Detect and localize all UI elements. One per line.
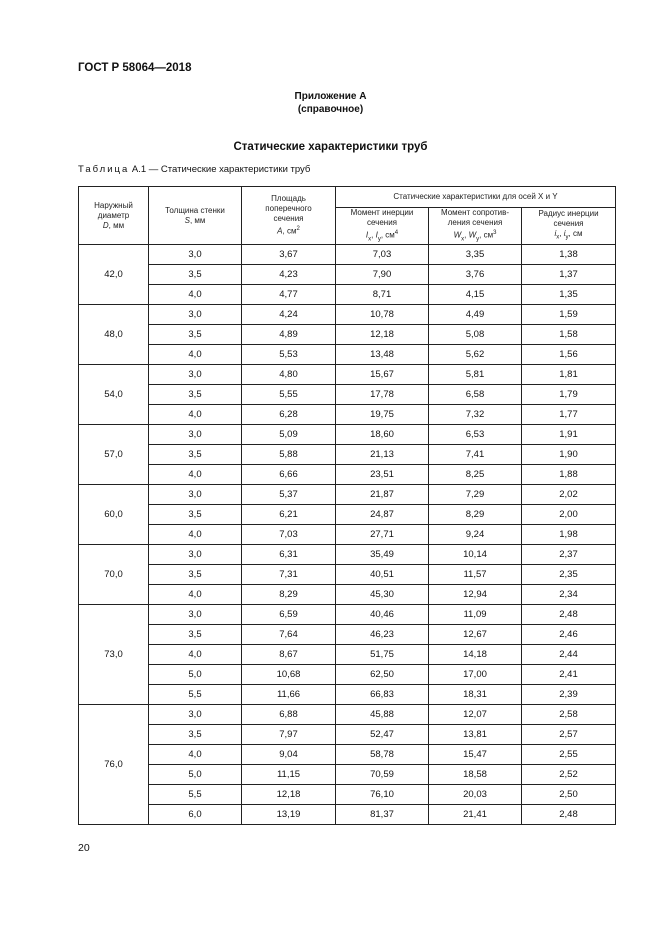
section-modulus-cell: 12,67 xyxy=(429,625,522,645)
section-modulus-cell: 3,76 xyxy=(429,265,522,285)
table-row xyxy=(79,265,616,285)
wall-thickness-cell: 5,5 xyxy=(149,785,242,805)
radius-of-gyration-cell: 1,77 xyxy=(522,405,616,425)
area-cell: 6,21 xyxy=(242,505,336,525)
appendix-title: Приложение А xyxy=(294,91,367,102)
radius-of-gyration-cell: 2,44 xyxy=(522,645,616,665)
section-modulus-cell: 21,41 xyxy=(429,805,522,825)
header-radius-of-gyration xyxy=(522,208,616,245)
moment-of-inertia-cell: 19,75 xyxy=(336,405,429,425)
section-modulus-cell: 13,81 xyxy=(429,725,522,745)
section-modulus-cell: 5,08 xyxy=(429,325,522,345)
table-row xyxy=(79,505,616,525)
wall-thickness-cell: 4,0 xyxy=(149,465,242,485)
header-wall-thickness-line1: Толщина стенки xyxy=(165,205,225,215)
unit-cm: , см xyxy=(380,230,395,240)
radius-of-gyration-cell: 1,98 xyxy=(522,525,616,545)
radius-of-gyration-cell: 2,50 xyxy=(522,785,616,805)
section-modulus-cell: 12,94 xyxy=(429,585,522,605)
outer-diameter-cell: 54,0 xyxy=(79,365,149,425)
area-cell: 7,31 xyxy=(242,565,336,585)
radius-of-gyration-cell: 1,37 xyxy=(522,265,616,285)
area-cell: 11,66 xyxy=(242,685,336,705)
wall-thickness-cell: 5,0 xyxy=(149,665,242,685)
area-cell: 4,89 xyxy=(242,325,336,345)
section-modulus-cell: 4,49 xyxy=(429,305,522,325)
area-cell: 11,15 xyxy=(242,765,336,785)
subscript-y: y xyxy=(565,234,569,241)
area-cell: 9,04 xyxy=(242,745,336,765)
radius-of-gyration-cell: 2,02 xyxy=(522,485,616,505)
table-row xyxy=(79,805,616,825)
moment-of-inertia-cell: 70,59 xyxy=(336,765,429,785)
header-static-characteristics-group: Статические характеристики для осей X и Y xyxy=(336,187,616,208)
subscript-x: x xyxy=(461,236,465,243)
table-row xyxy=(79,565,616,585)
header-section-modulus-line2: ления сечения xyxy=(447,218,503,227)
header-moment-inertia-unit xyxy=(336,228,428,244)
area-cell: 4,80 xyxy=(242,365,336,385)
section-modulus-cell: 14,18 xyxy=(429,645,522,665)
wall-thickness-cell: 4,0 xyxy=(149,345,242,365)
moment-of-inertia-cell: 12,18 xyxy=(336,325,429,345)
area-cell: 5,37 xyxy=(242,485,336,505)
moment-of-inertia-cell: 45,30 xyxy=(336,585,429,605)
radius-of-gyration-cell: 1,58 xyxy=(522,325,616,345)
header-radius-unit xyxy=(522,229,615,243)
symbol-i-y: i xyxy=(563,229,566,239)
unit-power: 3 xyxy=(493,230,497,236)
appendix-heading xyxy=(0,90,661,116)
wall-thickness-cell: 4,0 xyxy=(149,645,242,665)
subscript-x: x xyxy=(556,234,560,241)
radius-of-gyration-cell: 2,48 xyxy=(522,605,616,625)
wall-thickness-cell: 3,0 xyxy=(149,485,242,505)
wall-thickness-cell: 3,5 xyxy=(149,725,242,745)
header-radius-line1: Радиус инерции xyxy=(538,209,599,219)
header-cross-section-area xyxy=(242,187,336,245)
section-modulus-cell: 18,31 xyxy=(429,685,522,705)
outer-diameter-cell: 42,0 xyxy=(79,245,149,305)
area-cell: 7,64 xyxy=(242,625,336,645)
table-row xyxy=(79,325,616,345)
symbol-w-y: W xyxy=(468,230,477,240)
area-cell: 4,24 xyxy=(242,305,336,325)
unit-power: 2 xyxy=(296,226,300,233)
moment-of-inertia-cell: 45,88 xyxy=(336,705,429,725)
section-modulus-cell: 20,03 xyxy=(429,785,522,805)
table-row xyxy=(79,525,616,545)
wall-thickness-cell: 3,0 xyxy=(149,545,242,565)
unit-mm: , мм xyxy=(108,220,125,230)
table-body xyxy=(79,245,616,825)
wall-thickness-cell: 3,0 xyxy=(149,365,242,385)
radius-of-gyration-cell: 1,79 xyxy=(522,385,616,405)
table-row xyxy=(79,425,616,445)
area-cell: 6,31 xyxy=(242,545,336,565)
moment-of-inertia-cell: 58,78 xyxy=(336,745,429,765)
table-row xyxy=(79,545,616,565)
radius-of-gyration-cell: 1,91 xyxy=(522,425,616,445)
table-row xyxy=(79,705,616,725)
area-cell: 6,66 xyxy=(242,465,336,485)
moment-of-inertia-cell: 35,49 xyxy=(336,545,429,565)
area-cell: 6,59 xyxy=(242,605,336,625)
header-outer-diameter-line1: Наружный xyxy=(94,200,133,210)
header-moment-of-inertia xyxy=(336,208,429,245)
wall-thickness-cell: 4,0 xyxy=(149,585,242,605)
area-cell: 4,23 xyxy=(242,265,336,285)
symbol-i-x: I xyxy=(365,230,369,240)
header-radius-line2: сечения xyxy=(553,219,584,229)
wall-thickness-cell: 3,0 xyxy=(149,605,242,625)
moment-of-inertia-cell: 27,71 xyxy=(336,525,429,545)
section-modulus-cell: 5,62 xyxy=(429,345,522,365)
area-cell: 5,53 xyxy=(242,345,336,365)
characteristics-table xyxy=(78,186,616,825)
moment-of-inertia-cell: 66,83 xyxy=(336,685,429,705)
header-moment-inertia-line1: Момент инерции xyxy=(350,208,414,217)
table-row xyxy=(79,765,616,785)
radius-of-gyration-cell: 1,90 xyxy=(522,445,616,465)
unit-cm: , см xyxy=(282,226,297,236)
wall-thickness-cell: 4,0 xyxy=(149,285,242,305)
wall-thickness-cell: 3,5 xyxy=(149,385,242,405)
table-row xyxy=(79,745,616,765)
separator: , xyxy=(464,230,469,240)
header-area-line1: Площадь xyxy=(271,194,306,204)
area-cell: 7,97 xyxy=(242,725,336,745)
section-modulus-cell: 5,81 xyxy=(429,365,522,385)
moment-of-inertia-cell: 51,75 xyxy=(336,645,429,665)
table-row xyxy=(79,625,616,645)
area-cell: 12,18 xyxy=(242,785,336,805)
table-row xyxy=(79,685,616,705)
section-modulus-cell: 8,25 xyxy=(429,465,522,485)
header-area-line2: поперечного xyxy=(265,204,312,214)
wall-thickness-cell: 4,0 xyxy=(149,405,242,425)
radius-of-gyration-cell: 2,57 xyxy=(522,725,616,745)
moment-of-inertia-cell: 46,23 xyxy=(336,625,429,645)
unit-cm: , см xyxy=(568,229,583,239)
separator: , xyxy=(559,229,564,239)
radius-of-gyration-cell: 2,55 xyxy=(522,745,616,765)
unit-cm: , см xyxy=(479,230,494,240)
table-row xyxy=(79,285,616,305)
table-row xyxy=(79,445,616,465)
section-modulus-cell: 11,57 xyxy=(429,565,522,585)
moment-of-inertia-cell: 13,48 xyxy=(336,345,429,365)
section-modulus-cell: 8,29 xyxy=(429,505,522,525)
header-section-modulus-unit xyxy=(429,228,521,244)
header-wall-thickness xyxy=(149,187,242,245)
table-row xyxy=(79,585,616,605)
wall-thickness-cell: 3,0 xyxy=(149,425,242,445)
wall-thickness-cell: 3,5 xyxy=(149,625,242,645)
wall-thickness-cell: 3,0 xyxy=(149,705,242,725)
table-row xyxy=(79,485,616,505)
outer-diameter-cell: 60,0 xyxy=(79,485,149,545)
wall-thickness-cell: 3,0 xyxy=(149,305,242,325)
separator: , xyxy=(371,230,376,240)
table-header xyxy=(79,187,616,245)
radius-of-gyration-cell: 1,56 xyxy=(522,345,616,365)
moment-of-inertia-cell: 23,51 xyxy=(336,465,429,485)
area-cell: 5,88 xyxy=(242,445,336,465)
wall-thickness-cell: 3,5 xyxy=(149,445,242,465)
unit-mm: , мм xyxy=(189,215,206,225)
table-caption xyxy=(78,164,310,175)
wall-thickness-cell: 3,0 xyxy=(149,245,242,265)
header-section-modulus-line1: Момент сопротив- xyxy=(440,208,510,217)
section-modulus-cell: 9,24 xyxy=(429,525,522,545)
symbol-d: D xyxy=(102,220,109,230)
radius-of-gyration-cell: 2,41 xyxy=(522,665,616,685)
table-row xyxy=(79,245,616,265)
standard-designation: ГОСТ Р 58064—2018 xyxy=(78,62,192,74)
page-title: Статические характеристики труб xyxy=(233,141,428,153)
radius-of-gyration-cell: 2,58 xyxy=(522,705,616,725)
table-row xyxy=(79,605,616,625)
moment-of-inertia-cell: 17,78 xyxy=(336,385,429,405)
section-modulus-cell: 10,14 xyxy=(429,545,522,565)
area-cell: 4,77 xyxy=(242,285,336,305)
unit-power: 4 xyxy=(394,230,399,236)
section-modulus-cell: 3,35 xyxy=(429,245,522,265)
symbol-i-y: I xyxy=(375,230,378,240)
outer-diameter-cell: 70,0 xyxy=(79,545,149,605)
area-cell: 13,19 xyxy=(242,805,336,825)
header-area-unit xyxy=(242,224,335,237)
header-outer-diameter-unit xyxy=(79,221,148,231)
wall-thickness-cell: 4,0 xyxy=(149,525,242,545)
section-modulus-cell: 18,58 xyxy=(429,765,522,785)
header-section-modulus xyxy=(429,208,522,245)
table-row xyxy=(79,365,616,385)
radius-of-gyration-cell: 1,59 xyxy=(522,305,616,325)
moment-of-inertia-cell: 18,60 xyxy=(336,425,429,445)
table-row xyxy=(79,665,616,685)
appendix-note: (справочное) xyxy=(297,104,364,115)
moment-of-inertia-cell: 62,50 xyxy=(336,665,429,685)
table-row xyxy=(79,465,616,485)
wall-thickness-cell: 5,5 xyxy=(149,685,242,705)
table-row xyxy=(79,725,616,745)
table-caption-prefix: Таблица xyxy=(78,164,130,175)
area-cell: 7,03 xyxy=(242,525,336,545)
wall-thickness-cell: 3,5 xyxy=(149,265,242,285)
page-number: 20 xyxy=(78,842,90,854)
radius-of-gyration-cell: 2,37 xyxy=(522,545,616,565)
moment-of-inertia-cell: 10,78 xyxy=(336,305,429,325)
table-row xyxy=(79,305,616,325)
symbol-s: S xyxy=(184,215,190,225)
section-modulus-cell: 11,09 xyxy=(429,605,522,625)
table-row xyxy=(79,645,616,665)
outer-diameter-cell: 48,0 xyxy=(79,305,149,365)
header-moment-inertia-line2: сечения xyxy=(366,218,398,227)
table-row xyxy=(79,385,616,405)
table-row xyxy=(79,405,616,425)
wall-thickness-cell: 3,5 xyxy=(149,565,242,585)
moment-of-inertia-cell: 21,87 xyxy=(336,485,429,505)
radius-of-gyration-cell: 2,00 xyxy=(522,505,616,525)
moment-of-inertia-cell: 40,46 xyxy=(336,605,429,625)
table-caption-text: А.1 — Статические характеристики труб xyxy=(129,164,311,175)
area-cell: 8,67 xyxy=(242,645,336,665)
section-modulus-cell: 12,07 xyxy=(429,705,522,725)
section-modulus-cell: 7,32 xyxy=(429,405,522,425)
table-row xyxy=(79,785,616,805)
symbol-a: A xyxy=(277,226,283,236)
area-cell: 5,55 xyxy=(242,385,336,405)
subscript-x: x xyxy=(368,236,372,243)
section-modulus-cell: 6,58 xyxy=(429,385,522,405)
moment-of-inertia-cell: 81,37 xyxy=(336,805,429,825)
moment-of-inertia-cell: 76,10 xyxy=(336,785,429,805)
moment-of-inertia-cell: 7,90 xyxy=(336,265,429,285)
moment-of-inertia-cell: 8,71 xyxy=(336,285,429,305)
header-outer-diameter-line2: диаметр xyxy=(97,210,130,220)
area-cell: 6,88 xyxy=(242,705,336,725)
outer-diameter-cell: 76,0 xyxy=(79,705,149,825)
wall-thickness-cell: 4,0 xyxy=(149,745,242,765)
area-cell: 5,09 xyxy=(242,425,336,445)
header-wall-thickness-unit xyxy=(149,216,241,226)
radius-of-gyration-cell: 1,88 xyxy=(522,465,616,485)
section-modulus-cell: 15,47 xyxy=(429,745,522,765)
wall-thickness-cell: 3,5 xyxy=(149,325,242,345)
radius-of-gyration-cell: 2,39 xyxy=(522,685,616,705)
wall-thickness-cell: 3,5 xyxy=(149,505,242,525)
radius-of-gyration-cell: 1,81 xyxy=(522,365,616,385)
moment-of-inertia-cell: 52,47 xyxy=(336,725,429,745)
radius-of-gyration-cell: 2,48 xyxy=(522,805,616,825)
header-outer-diameter xyxy=(79,187,149,245)
area-cell: 8,29 xyxy=(242,585,336,605)
radius-of-gyration-cell: 1,38 xyxy=(522,245,616,265)
section-modulus-cell: 7,29 xyxy=(429,485,522,505)
radius-of-gyration-cell: 2,35 xyxy=(522,565,616,585)
moment-of-inertia-cell: 7,03 xyxy=(336,245,429,265)
outer-diameter-cell: 73,0 xyxy=(79,605,149,705)
table-row xyxy=(79,345,616,365)
wall-thickness-cell: 6,0 xyxy=(149,805,242,825)
subscript-y: y xyxy=(377,236,381,243)
section-modulus-cell: 7,41 xyxy=(429,445,522,465)
radius-of-gyration-cell: 2,52 xyxy=(522,765,616,785)
radius-of-gyration-cell: 2,46 xyxy=(522,625,616,645)
moment-of-inertia-cell: 40,51 xyxy=(336,565,429,585)
symbol-w-x: W xyxy=(453,230,462,240)
moment-of-inertia-cell: 15,67 xyxy=(336,365,429,385)
area-cell: 10,68 xyxy=(242,665,336,685)
section-modulus-cell: 17,00 xyxy=(429,665,522,685)
section-modulus-cell: 6,53 xyxy=(429,425,522,445)
moment-of-inertia-cell: 21,13 xyxy=(336,445,429,465)
symbol-i-x: i xyxy=(554,229,557,239)
wall-thickness-cell: 5,0 xyxy=(149,765,242,785)
area-cell: 6,28 xyxy=(242,405,336,425)
radius-of-gyration-cell: 1,35 xyxy=(522,285,616,305)
radius-of-gyration-cell: 2,34 xyxy=(522,585,616,605)
area-cell: 3,67 xyxy=(242,245,336,265)
moment-of-inertia-cell: 24,87 xyxy=(336,505,429,525)
outer-diameter-cell: 57,0 xyxy=(79,425,149,485)
header-area-line3: сечения xyxy=(273,214,304,224)
section-modulus-cell: 4,15 xyxy=(429,285,522,305)
subscript-y: y xyxy=(476,236,480,243)
